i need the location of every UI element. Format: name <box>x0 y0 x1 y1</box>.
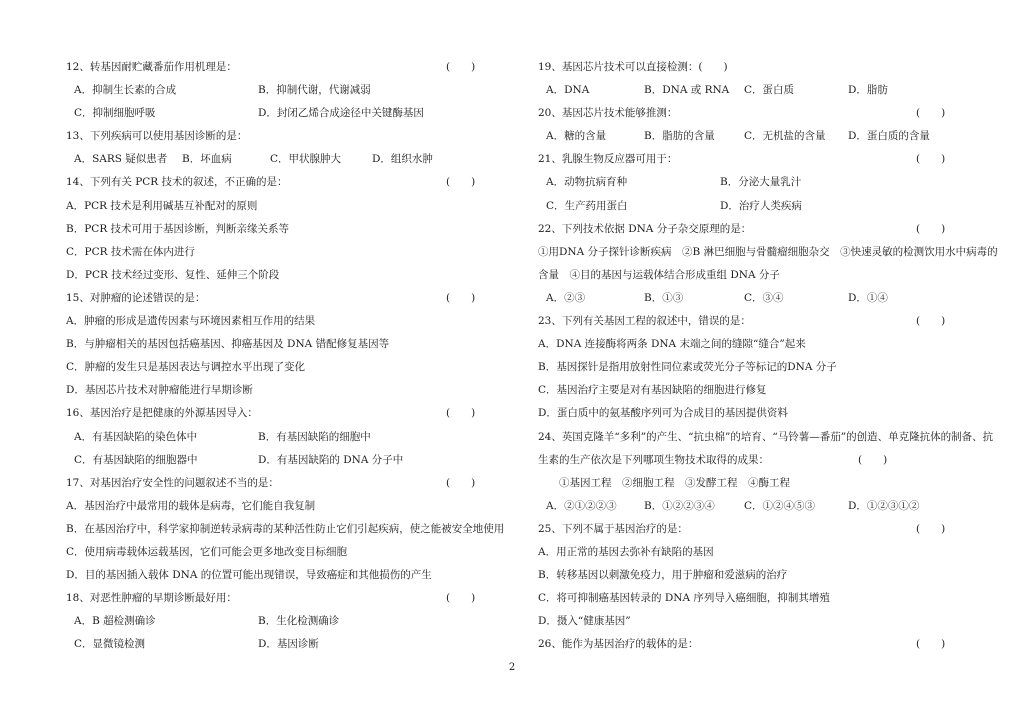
option-row <box>538 287 986 310</box>
line-text: D．摄入“健康基因” <box>538 615 631 628</box>
answer-option: B．有基因缺陷的细胞中 <box>258 430 371 443</box>
line-text: C．PCR 技术需在体内进行 <box>66 245 195 258</box>
question-text: 13、下列疾病可以使用基因诊断的是： <box>66 130 248 143</box>
question-text: 生素的生产依次是下列哪项生物技术取得的成果： <box>538 453 769 466</box>
text-line <box>538 402 986 425</box>
answer-option: A．②③ <box>546 291 586 304</box>
answer-option: B．坏血病 <box>182 153 232 166</box>
answer-bracket: ( ) <box>446 476 476 489</box>
text-line <box>538 333 986 356</box>
answer-option: D．蛋白质的含量 <box>848 130 930 143</box>
answer-bracket: ( ) <box>446 291 476 304</box>
question-text: 17、对基因治疗安全性的问题叙述不当的是： <box>66 476 279 489</box>
option-row <box>538 495 986 518</box>
option-row <box>66 148 506 171</box>
line-text: B．转移基因以刺激免疫力，用于肿瘤和爱滋病的治疗 <box>538 569 788 582</box>
question-stem <box>66 587 506 610</box>
question-stem <box>538 218 986 241</box>
text-line <box>66 541 506 564</box>
line-text: 含量 ④目的基因与运载体结合形成重组 DNA 分子 <box>538 268 780 281</box>
answer-option: D．组织水肿 <box>372 153 433 166</box>
answer-option: D．①②③①② <box>848 499 920 512</box>
text-line <box>538 379 986 402</box>
text-line <box>66 564 506 587</box>
left-column <box>66 56 506 656</box>
option-row <box>538 195 986 218</box>
line-text: A．肿瘤的形成是遗传因素与环境因素相互作用的结果 <box>66 315 316 328</box>
text-line <box>538 610 986 633</box>
question-stem <box>538 148 986 171</box>
option-row <box>66 102 506 125</box>
answer-bracket: ( ) <box>916 315 946 328</box>
text-line <box>538 472 986 495</box>
answer-option: B．分泌大量乳汁 <box>720 176 802 189</box>
page-number: 2 <box>508 662 516 673</box>
answer-option: D．有基因缺陷的 DNA 分子中 <box>258 453 404 466</box>
text-line <box>66 356 506 379</box>
question-text: 14、下列有关 PCR 技术的叙述，不正确的是： <box>66 176 288 189</box>
line-text: ①基因工程 ②细胞工程 ③发酵工程 ④酶工程 <box>538 476 790 489</box>
right-column <box>538 56 998 656</box>
answer-bracket: ( ) <box>446 592 476 605</box>
question-stem <box>538 56 986 79</box>
answer-option: A．有基因缺陷的染色体中 <box>74 430 198 443</box>
question-stem <box>538 102 986 125</box>
option-row <box>66 79 506 102</box>
line-text: ①用DNA 分子探针诊断疾病 ②B 淋巴细胞与骨髓瘤细胞杂交 ③快速灵敏的检测饮用水中病毒的 <box>538 245 998 258</box>
answer-option: C．生产药用蛋白 <box>546 199 628 212</box>
line-text: C．基因治疗主要是对有基因缺陷的细胞进行修复 <box>538 384 767 397</box>
question-stem <box>66 402 506 425</box>
text-line <box>538 564 986 587</box>
question-stem <box>66 171 506 194</box>
line-text: D．基因芯片技术对肿瘤能进行早期诊断 <box>66 384 253 397</box>
answer-bracket: ( ) <box>916 153 946 166</box>
answer-option: A．SARS 疑似患者 <box>74 153 168 166</box>
answer-option: C．有基因缺陷的细胞器中 <box>74 453 198 466</box>
question-text: 15、对肿瘤的论述错误的是： <box>66 291 206 304</box>
answer-option: D．①④ <box>848 291 888 304</box>
answer-option: B．DNA 或 RNA <box>644 84 730 97</box>
question-stem <box>66 125 506 148</box>
line-text: D．PCR 技术经过变形、复性、延伸三个阶段 <box>66 268 280 281</box>
text-line <box>538 356 986 379</box>
line-text: D．蛋白质中的氨基酸序列可为合成目的基因提供资料 <box>538 407 788 420</box>
question-text: 20、基因芯片技术能够推测： <box>538 107 678 120</box>
answer-option: C．①②④⑤③ <box>744 499 816 512</box>
answer-option: D．脂肪 <box>848 84 888 97</box>
question-text: 23、下列有关基因工程的叙述中，错误的是： <box>538 315 751 328</box>
answer-option: A．DNA <box>546 84 590 97</box>
option-row <box>538 125 986 148</box>
answer-option: C．抑制细胞呼吸 <box>74 107 156 120</box>
question-text: 21、乳腺生物反应器可用于： <box>538 153 678 166</box>
question-stem <box>538 518 986 541</box>
line-text: C．肿瘤的发生只是基因表达与调控水平出现了变化 <box>66 361 306 374</box>
answer-option: B．脂肪的含量 <box>644 130 715 143</box>
text-line <box>538 264 986 287</box>
question-stem <box>538 449 986 472</box>
line-text: B．在基因治疗中，科学家抑制逆转录病毒的某种活性防止它们引起疾病，使之能被安全地使用 <box>66 522 505 535</box>
text-line <box>66 195 506 218</box>
line-text: B．与肿瘤相关的基因包括癌基因、抑癌基因及 DNA 错配修复基因等 <box>66 338 390 351</box>
answer-bracket: ( ) <box>916 222 946 235</box>
line-text: A．DNA 连接酶将两条 DNA 末端之间的缝隙“缝合”起来 <box>538 338 806 351</box>
line-text: A．基因治疗中最常用的载体是病毒，它们能自我复制 <box>66 499 316 512</box>
line-text: C．将可抑制癌基因转录的 DNA 序列导入癌细胞，抑制其增殖 <box>538 592 830 605</box>
question-text: 19、基因芯片技术可以直接检测：( ) <box>538 61 728 73</box>
option-row <box>538 79 986 102</box>
question-text: 22、下列技术依据 DNA 分子杂交原理的是： <box>538 222 752 235</box>
question-stem <box>66 56 506 79</box>
answer-option: C．显微镜检测 <box>74 638 146 651</box>
line-text: D．目的基因插入载体 DNA 的位置可能出现错误，导致癌症和其他损伤的产生 <box>66 569 432 582</box>
answer-option: C．无机盐的含量 <box>744 130 826 143</box>
answer-option: B．抑制代谢，代谢减弱 <box>258 84 371 97</box>
answer-bracket: ( ) <box>916 638 946 651</box>
answer-option: C．蛋白质 <box>744 84 795 97</box>
line-text: B．PCR 技术可用于基因诊断，判断亲缘关系等 <box>66 222 290 235</box>
option-row <box>66 610 506 633</box>
answer-bracket: ( ) <box>446 61 476 73</box>
option-row <box>66 426 506 449</box>
answer-option: A．B 超检测确诊 <box>74 615 156 628</box>
text-line <box>66 518 506 541</box>
answer-option: A．动物抗病育种 <box>546 176 628 189</box>
text-line <box>66 310 506 333</box>
answer-option: B．①③ <box>644 291 684 304</box>
line-text: A．PCR 技术是利用碱基互补配对的原则 <box>66 199 258 212</box>
answer-option: D．封闭乙烯合成途径中关键酶基因 <box>258 107 424 120</box>
text-line <box>66 379 506 402</box>
option-row <box>66 449 506 472</box>
text-line <box>66 495 506 518</box>
text-line <box>538 541 986 564</box>
question-text: 25、下列不属于基因治疗的是： <box>538 522 688 535</box>
option-row <box>66 633 506 656</box>
line-text: B．基因探针是指用放射性同位素或荧光分子等标记的DNA 分子 <box>538 361 837 374</box>
answer-bracket: ( ) <box>858 453 888 466</box>
question-text: 16、基因治疗是把健康的外源基因导入： <box>66 407 258 420</box>
text-line <box>538 426 994 449</box>
question-text: 26、能作为基因治疗的载体的是： <box>538 638 699 651</box>
answer-option: B．生化检测确诊 <box>258 615 340 628</box>
answer-option: A．糖的含量 <box>546 130 607 143</box>
line-text: A．用正常的基因去弥补有缺陷的基因 <box>538 545 714 558</box>
text-line <box>66 241 506 264</box>
answer-option: D．治疗人类疾病 <box>720 199 802 212</box>
answer-option: A．②①②②③ <box>546 499 617 512</box>
question-stem <box>66 472 506 495</box>
answer-bracket: ( ) <box>446 407 476 420</box>
answer-bracket: ( ) <box>916 107 946 120</box>
answer-option: A．抑制生长素的合成 <box>74 84 177 97</box>
answer-option: B．①②②③④ <box>644 499 715 512</box>
answer-option: C．③④ <box>744 291 784 304</box>
question-text: 12、转基因耐贮藏番茄作用机理是： <box>66 61 237 73</box>
line-text: C．使用病毒载体运载基因，它们可能会更多地改变目标细胞 <box>66 545 348 558</box>
answer-bracket: ( ) <box>446 176 476 189</box>
option-row <box>538 171 986 194</box>
question-text: 18、对恶性肿瘤的早期诊断最好用： <box>66 592 237 605</box>
question-stem <box>538 310 986 333</box>
text-line <box>66 264 506 287</box>
answer-option: D．基因诊断 <box>258 638 319 651</box>
text-line <box>66 218 506 241</box>
answer-bracket: ( ) <box>916 522 946 535</box>
text-line <box>66 333 506 356</box>
text-line <box>538 587 986 610</box>
text-line <box>538 241 998 264</box>
answer-option: C．甲状腺肿大 <box>270 153 342 166</box>
line-text: 24、英国克隆羊“多利”的产生、“抗虫棉”的培育、“马铃薯—番茄”的创造、单克隆抗体的制备、抗 <box>538 430 994 443</box>
question-stem <box>538 633 986 656</box>
question-stem <box>66 287 506 310</box>
